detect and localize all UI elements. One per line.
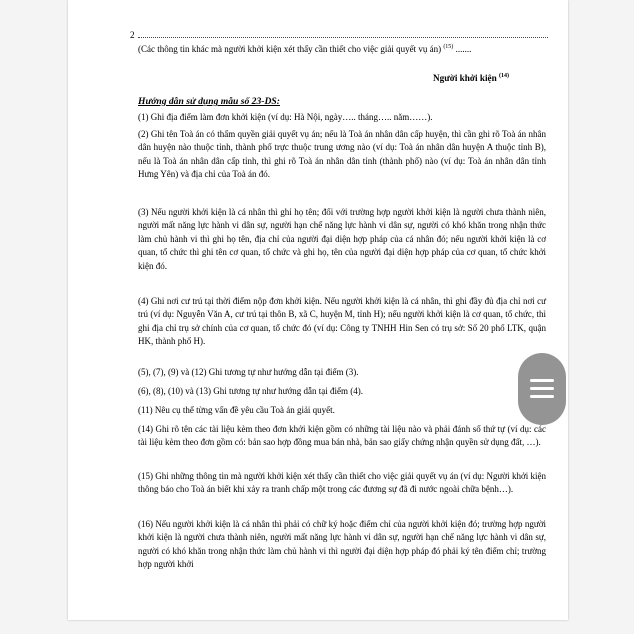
paragraph-5: (5), (7), (9) và (12) Ghi tương tự như hướng dẫn tại điểm (3). xyxy=(138,367,359,377)
paragraph-2: (2) Ghi tên Toà án có thẩm quyền giải quyết vụ án; nếu là Toà án nhân dân cấp huyện, thì cần ghi rõ Toà án nhân dân huyện nào thuộc tỉnh, thành phố trực thuộc trung ương nào (ví dụ: Toà án nhân dân huyện A thuộc tỉnh B), nếu là Toà án nhân dân cấp tỉnh, thì ghi rõ Toà án nhân dân tỉnh (thành phố) nào (ví dụ: Toà án nhân dân tỉnh Hưng Yên) và địa chỉ của Toà án đó. xyxy=(138,129,546,180)
dotted-fill-line xyxy=(138,29,548,38)
scroll-handle[interactable] xyxy=(518,353,566,425)
paragraph-8: (14) Ghi rõ tên các tài liệu kèm theo đơn khởi kiện gồm có những tài liệu nào và phải đánh số thứ tự (ví dụ: các tài liệu kèm theo đơn gồm có: bản sao hợp đồng mua bán nhà, bản sao giấy chứng nhận quyền sử dụng đất, …). xyxy=(138,424,546,448)
document-page xyxy=(68,0,568,620)
page-number: 2 xyxy=(130,30,135,40)
other-info-text: (Các thông tin khác mà người khởi kiện xét thấy cần thiết cho việc giải quyết vụ án) xyxy=(138,44,442,54)
instructions-heading: Hướng dẫn sử dụng mẫu số 23-DS: xyxy=(138,96,280,107)
paragraph-7: (11) Nêu cụ thể từng vấn đề yêu cầu Toà án giải quyết. xyxy=(138,405,335,415)
paragraph-10: (16) Nếu người khởi kiện là cá nhân thì phải có chữ ký hoặc điểm chỉ của người khởi kiện đó; trường hợp người khởi kiện là người chưa thành niên, người mất năng lực hành vi dân sự, người hạn chế năng lực hành vi dân sự, người có khó khăn trong nhận thức làm chủ hành vi thì người đại diện hợp pháp đó phải ký tên điểm chỉ; trường hợp người khởi xyxy=(138,519,546,570)
paragraph-9: (15) Ghi những thông tin mà người khởi kiện xét thấy cần thiết cho việc giải quyết vụ án (ví dụ: Người khởi kiện thông báo cho Toà án biết khi xảy ra tranh chấp một trong các đương sự đã đi nước ngoài chữa bệnh…). xyxy=(138,471,546,495)
other-info-dots: ....... xyxy=(455,44,472,54)
other-info-footnote: (15) xyxy=(443,44,454,50)
signer-footnote: (14) xyxy=(498,73,509,79)
paragraph-3: (3) Nếu người khởi kiện là cá nhân thì ghi họ tên; đối với trường hợp người khởi kiện là người chưa thành niên, người mất năng lực hành vi dân sự, người hạn chế năng lực hành vi dân sự, người có khó khăn trong nhận thức làm chủ hành vi thì ghi họ tên, địa chỉ của người đại diện hợp pháp của cá nhân đó; nếu người khởi kiện là cơ quan, tổ chức thì ghi tên cơ quan, tổ chức và ghi họ, tên của người đại diện hợp pháp của cơ quan, tổ chức khởi kiện đó. xyxy=(138,207,546,271)
paragraph-4: (4) Ghi nơi cư trú tại thời điểm nộp đơn khởi kiện. Nếu người khởi kiện là cá nhân, thì ghi đầy đủ địa chỉ nơi cư trú (ví dụ: Nguyễn Văn A, cư trú tại thôn B, xã C, huyện M, tỉnh H); nếu người khởi kiện là cơ quan, tổ chức, thì ghi địa chỉ trụ sở chính của cơ quan, tổ chức đó (ví dụ: Công ty TNHH Hin Sen có trụ sở: Số 20 phố LTK, quận HK, thành phố H). xyxy=(138,296,546,347)
handle-grip-line xyxy=(530,379,554,382)
paragraph-1: (1) Ghi địa điểm làm đơn khởi kiện (ví dụ: Hà Nội, ngày….. tháng….. năm……). xyxy=(138,112,433,122)
signer-text: Người khởi kiện xyxy=(433,73,497,84)
handle-grip-line xyxy=(530,387,554,390)
paragraph-6: (6), (8), (10) và (13) Ghi tương tự như hướng dẫn tại điểm (4). xyxy=(138,386,363,396)
signer-label xyxy=(433,73,509,83)
handle-grip-line xyxy=(530,395,554,398)
other-info-line xyxy=(138,44,471,54)
